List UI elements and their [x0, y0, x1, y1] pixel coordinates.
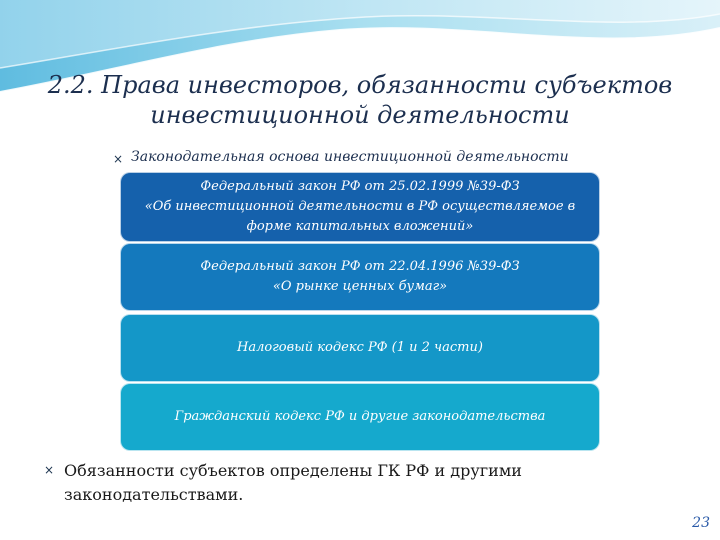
- bottom-bullet-text: Обязанности субъектов определены ГК РФ и другими законодательствами.: [64, 461, 522, 504]
- law-box-securities-market: Федеральный закон РФ от 22.04.1996 №39-ФЗ «О рынке ценных бумаг»: [120, 243, 600, 311]
- law-box-civil-code: Гражданский кодекс РФ и другие законодательства: [120, 383, 600, 451]
- sub-bullet-text: Законодательная основа инвестиционной деятельности: [131, 149, 569, 165]
- page-number: 23: [692, 515, 710, 531]
- slide-title: 2.2. Права инвесторов, обязанности субъектов инвестиционной деятельности: [47, 71, 673, 129]
- law-box-tax-code: Налоговый кодекс РФ (1 и 2 части): [120, 314, 600, 382]
- bullet-marker-icon: ×: [113, 152, 124, 166]
- law-box-federal-investment: Федеральный закон РФ от 25.02.1999 №39-ФЗ «Об инвестиционной деятельности в РФ осуществляемое в форме капитальных вложений»: [120, 172, 600, 242]
- bullet-marker-icon: ×: [44, 463, 55, 477]
